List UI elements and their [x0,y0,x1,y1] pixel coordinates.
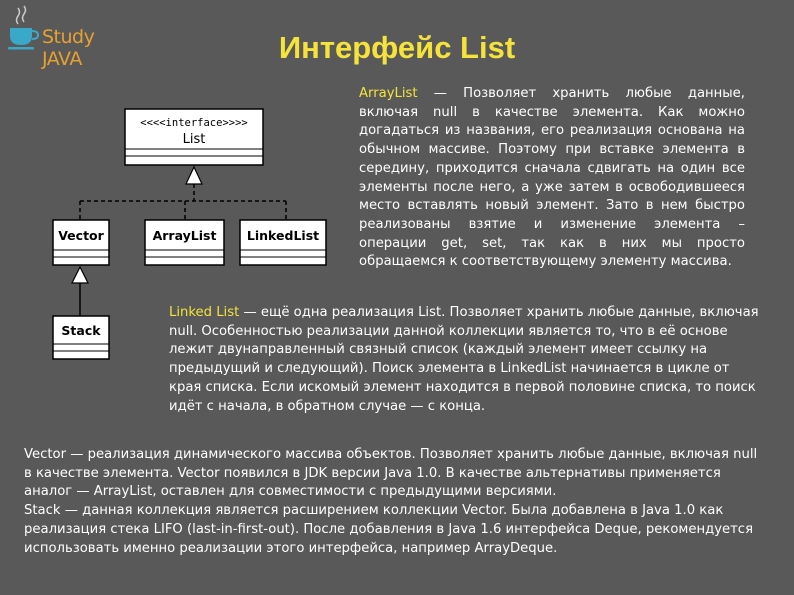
stack-label: Stack [61,323,101,338]
linkedlist-description: — ещё одна реализация List. Позволяет хранить любые данные, включая null. Особенностью реализации данной коллекции является то, что в её основе лежит двунаправленный связный список (каждый элемент имеет ссылку на предыдущий и следующий). Поиск элемента в LinkedList начинается в цикле от края списка. Если искомый элемент находится в первой половине списка, то поиск идёт с начала, в обратном случае — с конца. [169,305,759,414]
interface-stereotype: <<<<interface>>>> [140,117,248,129]
logo-java: JAVA [42,48,82,70]
interface-name: List [182,132,206,147]
stack-paragraph: Stack — данная коллекция является расширением коллекции Vector. Была добавлена в Java 1.0 как реализация стека LIFO (last-in-first-out). После добавления в Java 1.6 интерфейса Deque, рекомендуется использовать именно реализации этого интерфейса, например ArrayDeque. [24,503,753,556]
linkedlist-paragraph [169,304,759,416]
vector-stack-section [24,446,764,558]
stack-class-box [53,316,109,359]
linkedlist-label: LinkedList [246,228,320,243]
logo-study: Study [42,26,95,48]
page-title: Интерфейс List [278,30,516,65]
arraylist-term: ArrayList [359,86,418,101]
vector-label: Vector [58,228,104,243]
arraylist-class-box [145,220,224,265]
arraylist-label: ArrayList [152,228,217,243]
linkedlist-class-box [240,220,326,265]
inheritance-arrowhead [72,267,88,283]
list-interface-box [125,109,263,165]
arraylist-description: — Позволяет хранить любые данные, включая null в качестве элемента. Как можно догадаться из названия, его реализация основана на обычном массиве. Поэтому при вставке элемента в середину, приходится сначала сдвигать на один все элементы после него, а уже затем в освободившееся место вставлять новый элемент. Зато в нем быстро реализованы взятие и изменение элемента – операции get, set, так как в них мы просто обращаемся к соответствующему элементу массива. [359,86,745,270]
linkedlist-term: Linked List [169,305,240,320]
vector-paragraph: Vector — реализация динамического массива объектов. Позволяет хранить любые данные, включая null в качестве элемента. Vector появился в JDK версии Java 1.0. В качестве альтернативы применяется аналог — ArrayList, оставлен для совместимости с предыдущими версиями. [24,447,758,500]
vector-class-box [53,220,109,265]
arraylist-paragraph [359,85,745,272]
realization-arrowhead [186,167,202,184]
